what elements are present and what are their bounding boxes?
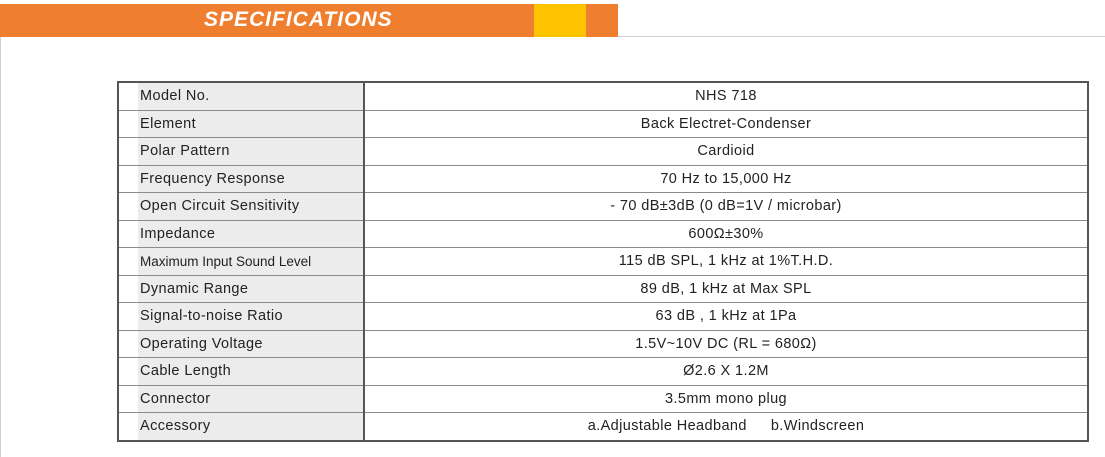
row-gutter — [118, 275, 138, 303]
spec-value: 3.5mm mono plug — [364, 385, 1088, 413]
row-gutter — [118, 303, 138, 331]
spec-label: Maximum Input Sound Level — [138, 248, 364, 276]
table-row — [118, 138, 1088, 166]
row-gutter — [118, 138, 138, 166]
row-gutter — [118, 385, 138, 413]
header-accent-block — [534, 4, 586, 37]
spec-value: Cardioid — [364, 138, 1088, 166]
row-gutter — [118, 413, 138, 441]
specifications-table — [117, 81, 1089, 442]
spec-value: 89 dB, 1 kHz at Max SPL — [364, 275, 1088, 303]
spec-label: Open Circuit Sensitivity — [138, 193, 364, 221]
table-row — [118, 330, 1088, 358]
spec-label: Frequency Response — [138, 165, 364, 193]
spec-label: Accessory — [138, 413, 364, 441]
table-row — [118, 110, 1088, 138]
table-row — [118, 248, 1088, 276]
spec-label: Connector — [138, 385, 364, 413]
spec-value: Back Electret-Condenser — [364, 110, 1088, 138]
row-gutter — [118, 82, 138, 110]
table-row — [118, 220, 1088, 248]
spec-label: Model No. — [138, 82, 364, 110]
row-gutter — [118, 220, 138, 248]
spec-label: Operating Voltage — [138, 330, 364, 358]
spec-label: Impedance — [138, 220, 364, 248]
spec-label: Cable Length — [138, 358, 364, 386]
spec-value: 600Ω±30% — [364, 220, 1088, 248]
table-row — [118, 165, 1088, 193]
row-gutter — [118, 110, 138, 138]
row-gutter — [118, 165, 138, 193]
spec-label: Dynamic Range — [138, 275, 364, 303]
table-row — [118, 275, 1088, 303]
table-row — [118, 358, 1088, 386]
spec-label: Polar Pattern — [138, 138, 364, 166]
row-gutter — [118, 193, 138, 221]
spec-label: Element — [138, 110, 364, 138]
row-gutter — [118, 358, 138, 386]
spec-value: NHS 718 — [364, 82, 1088, 110]
table-row — [118, 385, 1088, 413]
table-row — [118, 82, 1088, 110]
table-row — [118, 303, 1088, 331]
table-row — [118, 193, 1088, 221]
accessory-headband: a.Adjustable Headband — [587, 418, 747, 435]
spec-value: 63 dB , 1 kHz at 1Pa — [364, 303, 1088, 331]
row-gutter — [118, 330, 138, 358]
row-gutter — [118, 248, 138, 276]
accessory-windscreen: b.Windscreen — [770, 418, 865, 435]
spec-value: - 70 dB±3dB (0 dB=1V / microbar) — [364, 193, 1088, 221]
spec-value: 115 dB SPL, 1 kHz at 1%T.H.D. — [364, 248, 1088, 276]
spec-value: 70 Hz to 15,000 Hz — [364, 165, 1088, 193]
spec-value — [364, 413, 1088, 441]
spec-value: 1.5V~10V DC (RL = 680Ω) — [364, 330, 1088, 358]
spec-value: Ø2.6 X 1.2M — [364, 358, 1088, 386]
section-title: SPECIFICATIONS — [204, 8, 393, 31]
table-row — [118, 413, 1088, 441]
spec-label: Signal-to-noise Ratio — [138, 303, 364, 331]
